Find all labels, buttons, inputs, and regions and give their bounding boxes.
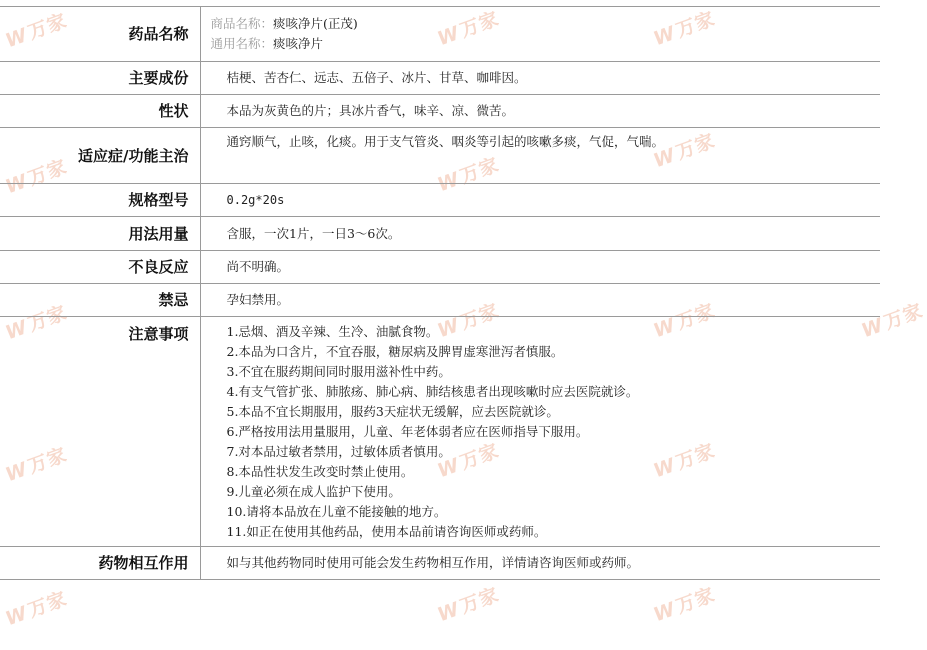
list-item: 4.有支气管扩张、肺脓疡、肺心病、肺结核患者出现咳嗽时应去医院就诊。 [226, 384, 639, 399]
list-item: 9.儿童必须在成人监护下使用。 [226, 484, 401, 499]
table-row [0, 128, 880, 184]
list-item: 6.严格按用法用量服用，儿童、年老体弱者应在医师指导下服用。 [226, 424, 589, 439]
watermark-logo: W万家 [2, 301, 71, 345]
generic-name-value: 痰咳净片 [273, 36, 324, 51]
indications-value: 通窍顺气，止咳，化痰。用于支气管炎、咽炎等引起的咳嗽多痰，气促，气喘。 [200, 128, 880, 184]
table-row [0, 284, 880, 317]
row-label-interactions: 药物相互作用 [0, 547, 200, 580]
row-label-ingredients: 主要成份 [0, 62, 200, 95]
watermark-logo: W万家 [2, 155, 71, 199]
table-row [0, 217, 880, 251]
watermark-logo: W万家 [2, 587, 71, 631]
generic-name-prefix: 通用名称： [210, 36, 274, 51]
ingredients-value: 桔梗、苦杏仁、远志、五倍子、冰片、甘草、咖啡因。 [200, 62, 880, 95]
table-row [0, 62, 880, 95]
list-item: 5.本品不宜长期服用，服药3天症状无缓解，应去医院就诊。 [226, 404, 559, 419]
list-item: 7.对本品过敏者禁用，过敏体质者慎用。 [226, 444, 451, 459]
dosage-value: 含服，一次1片，一日3～6次。 [200, 217, 880, 251]
list-item: 1.忌烟、酒及辛辣、生冷、油腻食物。 [226, 324, 439, 339]
list-item: 2.本品为口含片，不宜吞服，糖尿病及脾胃虚寒泄泻者慎服。 [226, 344, 564, 359]
watermark-logo: W万家 [858, 299, 927, 343]
watermark-logo: W万家 [434, 439, 503, 483]
row-label-appearance: 性状 [0, 95, 200, 128]
watermark-logo: W万家 [2, 443, 71, 487]
appearance-value: 本品为灰黄色的片；具冰片香气，味辛、凉、微苦。 [200, 95, 880, 128]
specification-value: 0.2g*20s [200, 184, 880, 217]
table-row [0, 184, 880, 217]
adverse-reactions-value: 尚不明确。 [200, 251, 880, 284]
table-row [0, 7, 880, 62]
watermark-logo: W万家 [2, 9, 71, 53]
list-item: 11.如正在使用其他药品，使用本品前请咨询医师或药师。 [226, 524, 547, 539]
watermark-logo: W万家 [650, 299, 719, 343]
watermark-logo: W万家 [650, 129, 719, 173]
row-label-drug-name: 药品名称 [0, 7, 200, 62]
watermark-logo: W万家 [650, 439, 719, 483]
row-label-dosage: 用法用量 [0, 217, 200, 251]
row-label-indications: 适应症/功能主治 [0, 128, 200, 184]
table-row [0, 547, 880, 580]
precautions-list [200, 317, 880, 547]
row-label-adverse-reactions: 不良反应 [0, 251, 200, 284]
interactions-value: 如与其他药物同时使用可能会发生药物相互作用，详情请咨询医师或药师。 [200, 547, 880, 580]
table-row [0, 95, 880, 128]
table-row [0, 317, 880, 547]
watermark-logo: W万家 [434, 583, 503, 627]
row-label-contraindications: 禁忌 [0, 284, 200, 317]
watermark-logo: W万家 [650, 583, 719, 627]
watermark-logo: W万家 [434, 7, 503, 51]
list-item: 10.请将本品放在儿童不能接触的地方。 [226, 504, 447, 519]
trade-name-prefix: 商品名称： [210, 16, 274, 31]
watermark-logo: W万家 [434, 299, 503, 343]
watermark-logo: W万家 [434, 153, 503, 197]
generic-name-line [211, 34, 871, 54]
trade-name-value: 痰咳净片(正茂) [273, 16, 358, 31]
row-label-specification: 规格型号 [0, 184, 200, 217]
contraindications-value: 孕妇禁用。 [200, 284, 880, 317]
row-label-precautions: 注意事项 [0, 317, 200, 547]
table-row [0, 251, 880, 284]
list-item: 8.本品性状发生改变时禁止使用。 [226, 464, 414, 479]
watermark-logo: W万家 [650, 7, 719, 51]
drug-name-cell [200, 7, 880, 62]
trade-name-line [211, 14, 871, 34]
drug-info-table [0, 6, 880, 580]
list-item: 3.不宜在服药期间同时服用滋补性中药。 [226, 364, 451, 379]
